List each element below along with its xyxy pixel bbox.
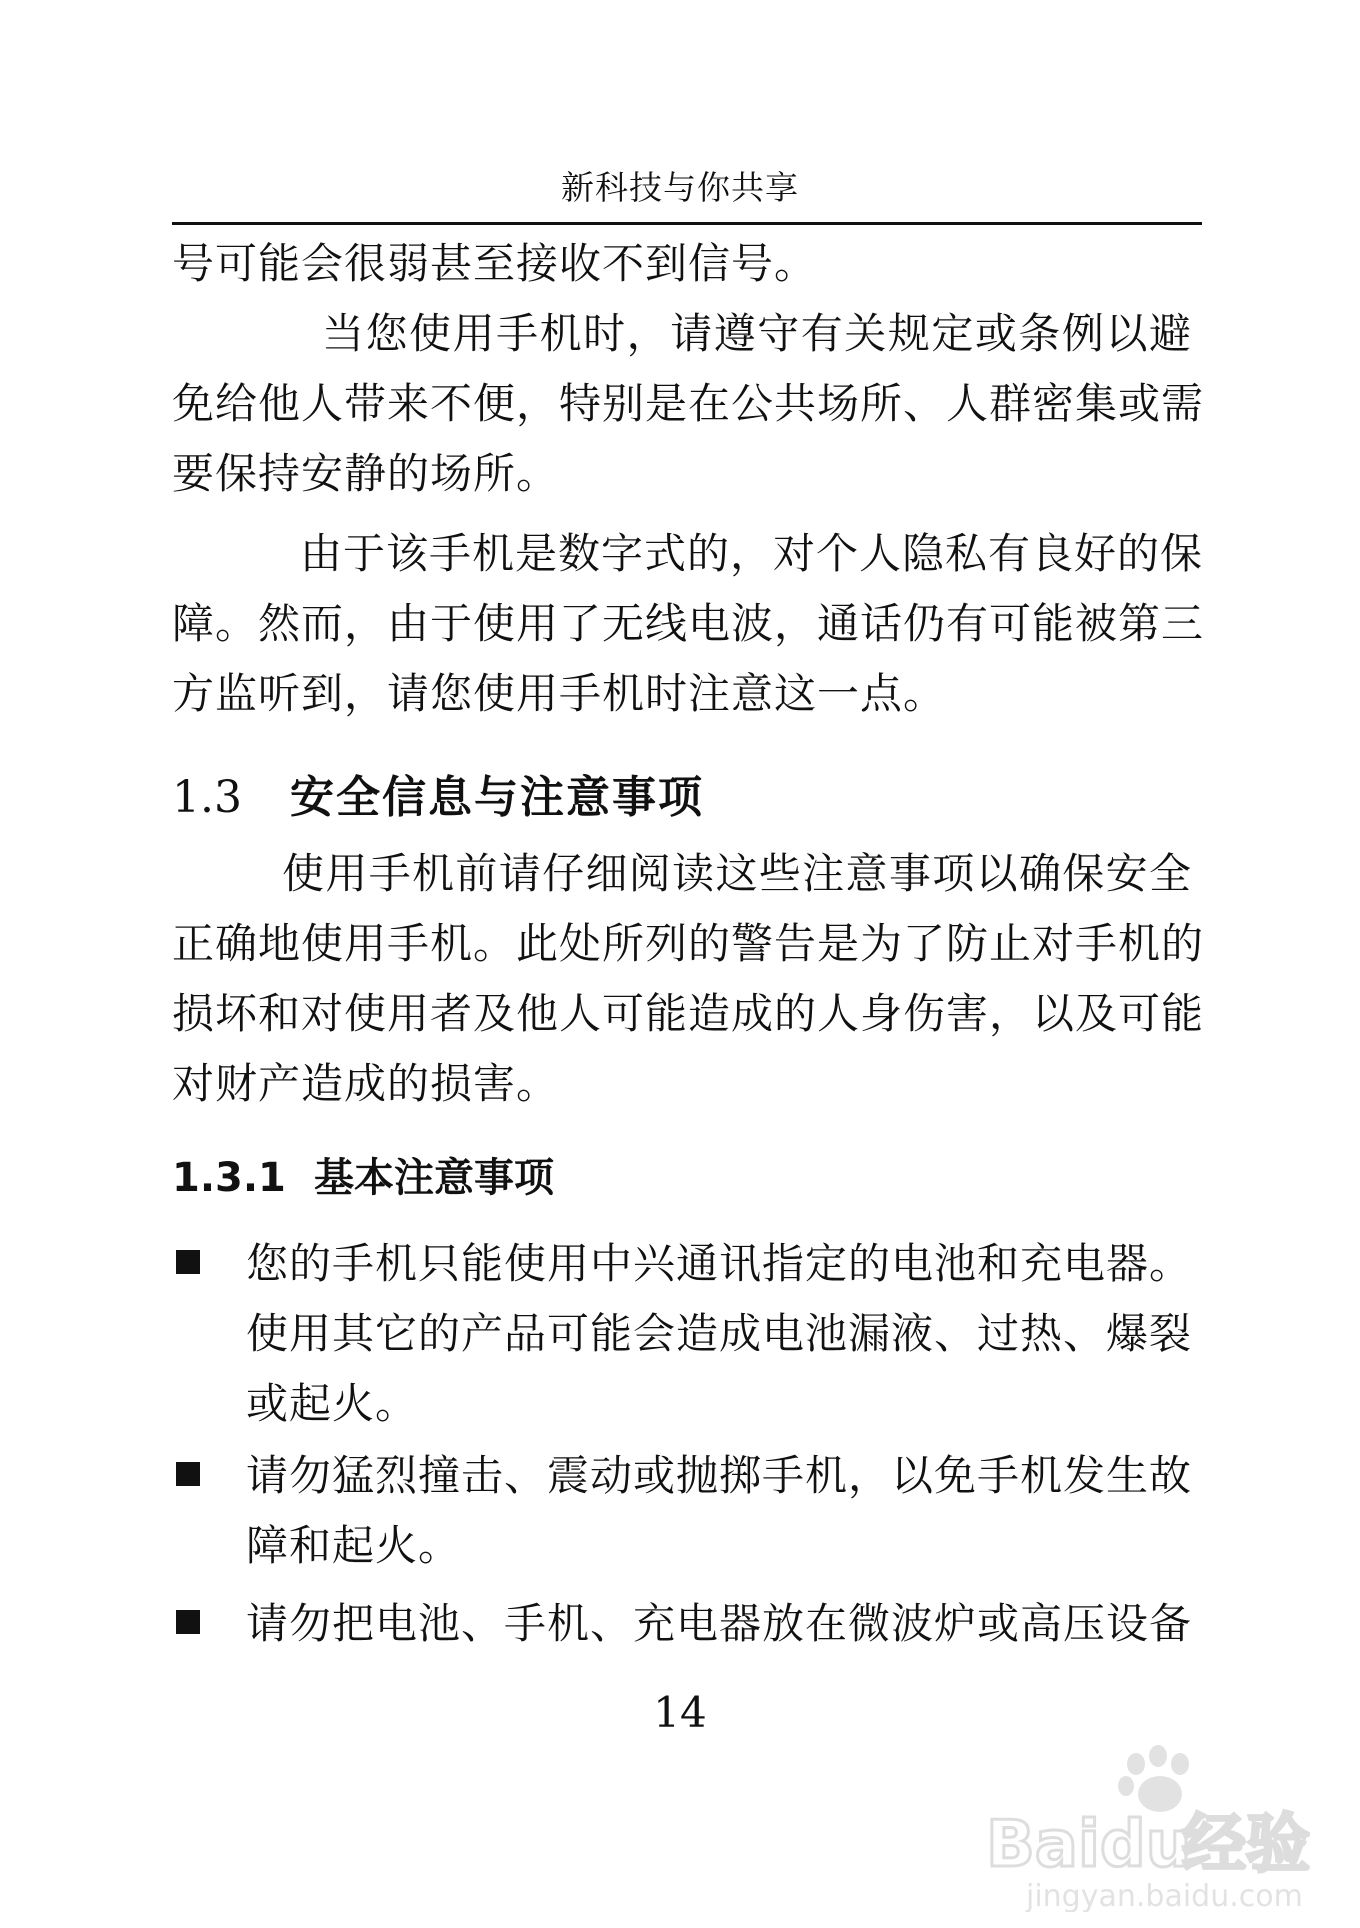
bullet-line: 您的手机只能使用中兴通讯指定的电池和充电器。	[246, 1239, 1193, 1288]
watermark-url: jingyan.baidu.com	[1026, 1879, 1303, 1912]
section-number: 1.3	[172, 772, 242, 823]
header-rule	[172, 222, 1202, 225]
paragraph-line: 免给他人带来不便，特别是在公共场所、人群密集或需	[172, 379, 1205, 428]
bullet-line: 使用其它的产品可能会造成电池漏液、过热、爆裂	[246, 1309, 1193, 1358]
paragraph-line: 由于该手机是数字式的，对个人隐私有良好的保	[300, 529, 1204, 578]
watermark-brand2: du	[1099, 1808, 1192, 1882]
paw-icon	[1118, 1745, 1189, 1812]
subsection-title: 基本注意事项	[314, 1155, 554, 1201]
bullet-line: 请勿把电池、手机、充电器放在微波炉或高压设备	[246, 1599, 1193, 1648]
page-header-title: 新科技与你共享	[561, 168, 799, 207]
bullet-line: 或起火。	[246, 1379, 419, 1428]
page-number: 14	[653, 1688, 707, 1737]
paragraph-line: 方监听到，请您使用手机时注意这一点。	[172, 669, 947, 718]
watermark-brand: Bai	[986, 1808, 1100, 1882]
paragraph-line: 损坏和对使用者及他人可能造成的人身伤害，以及可能	[172, 989, 1205, 1038]
bullet-line: 障和起火。	[246, 1521, 462, 1570]
paragraph-line: 障。然而，由于使用了无线电波，通话仍有可能被第三	[172, 599, 1205, 648]
subsection-number: 1.3.1	[172, 1155, 286, 1201]
section-heading	[172, 770, 704, 826]
bullet-icon	[172, 1456, 206, 1490]
subsection-heading	[172, 1150, 554, 1206]
bullet-icon	[172, 1604, 206, 1638]
bullet-line: 请勿猛烈撞击、震动或抛掷手机，以免手机发生故	[246, 1451, 1193, 1500]
paragraph-line: 使用手机前请仔细阅读这些注意事项以确保安全	[282, 849, 1192, 898]
bullet-icon	[172, 1244, 206, 1278]
paragraph-line: 号可能会很弱甚至接收不到信号。	[172, 239, 818, 288]
baidu-jingyan-watermark	[986, 1742, 1316, 1912]
paragraph-line: 对财产造成的损害。	[172, 1059, 560, 1108]
paragraph-line: 正确地使用手机。此处所列的警告是为了防止对手机的	[172, 919, 1205, 968]
watermark-cn: 经验	[1182, 1808, 1310, 1882]
section-title: 安全信息与注意事项	[290, 772, 704, 823]
paragraph-line: 要保持安静的场所。	[172, 449, 560, 498]
svg-text:Baidu	[986, 1808, 1191, 1882]
paragraph-line: 当您使用手机时，请遵守有关规定或条例以避	[322, 309, 1192, 358]
